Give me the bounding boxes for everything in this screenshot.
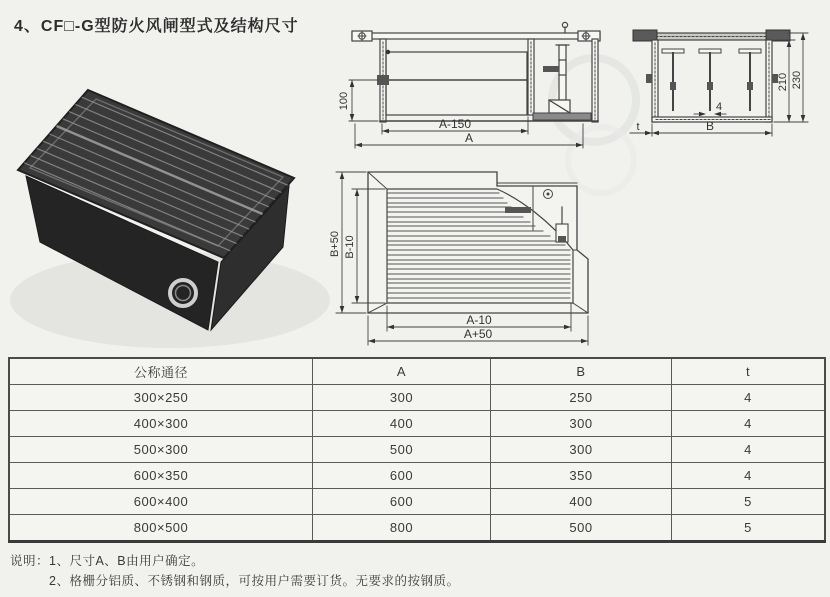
table-row (9, 463, 825, 489)
dim-label-a-minus-10: A-10 (466, 313, 492, 327)
table-cell: 4 (672, 385, 825, 411)
table-cell: 600×400 (9, 489, 313, 515)
table-cell: 350 (490, 463, 671, 489)
notes (10, 551, 710, 591)
table-cell: 5 (672, 515, 825, 542)
dim-label-230: 230 (791, 70, 803, 90)
table-cell: 600 (313, 489, 491, 515)
table-cell: 300 (490, 411, 671, 437)
dimension-table (8, 357, 826, 543)
dim-label-100: 100 (338, 91, 350, 111)
table-cell: 600×350 (9, 463, 313, 489)
dim-label-210: 210 (777, 72, 789, 92)
table-cell: 5 (672, 489, 825, 515)
dim-label-b: B (705, 119, 715, 133)
table-cell: 4 (672, 411, 825, 437)
table-row (9, 437, 825, 463)
table-row (9, 411, 825, 437)
table-cell: 300 (490, 437, 671, 463)
drawing-grille-plan (329, 172, 588, 345)
note-item-1: 1、尺寸A、B由用户确定。 (49, 554, 205, 568)
header-t: t (672, 358, 825, 385)
dim-label-b-minus-10: B-10 (344, 235, 356, 259)
table-cell: 300×250 (9, 385, 313, 411)
note-line-2 (10, 571, 710, 591)
table-cell: 400 (313, 411, 491, 437)
header-b: B (490, 358, 671, 385)
dim-label-a-plus-50: A+50 (463, 327, 493, 341)
note-item-2: 2、格栅分铝质、不锈钢和钢质，可按用户需要订货。无要求的按钢质。 (49, 574, 460, 588)
table-cell: 500×300 (9, 437, 313, 463)
dim-label-4: 4 (715, 101, 723, 113)
table-cell: 4 (672, 437, 825, 463)
table-cell: 300 (313, 385, 491, 411)
notes-label: 说明： (10, 554, 50, 568)
table-cell: 500 (490, 515, 671, 542)
table-header-row (9, 358, 825, 385)
table-row (9, 489, 825, 515)
table-cell: 600 (313, 463, 491, 489)
dim-label-t: t (636, 121, 640, 133)
table-cell: 250 (490, 385, 671, 411)
table-row (9, 385, 825, 411)
rib-sections (662, 49, 761, 110)
note-line-1 (10, 551, 710, 571)
dim-label-a-150: A-150 (438, 117, 472, 131)
header-nominal-size: 公称通径 (9, 358, 313, 385)
table-cell: 400 (490, 489, 671, 515)
table-cell: 400×300 (9, 411, 313, 437)
table-cell: 800×500 (9, 515, 313, 542)
drawing-end-section (630, 30, 808, 136)
page-title: 4、CF□-G型防火风闸型式及结构尺寸 (14, 18, 299, 35)
dim-label-b-plus-50: B+50 (329, 231, 341, 257)
table-cell: 500 (313, 437, 491, 463)
dim-label-a: A (464, 131, 474, 145)
table-cell: 800 (313, 515, 491, 542)
table-row (9, 515, 825, 542)
table-cell: 4 (672, 463, 825, 489)
header-a: A (313, 358, 491, 385)
product-photo (10, 90, 330, 348)
